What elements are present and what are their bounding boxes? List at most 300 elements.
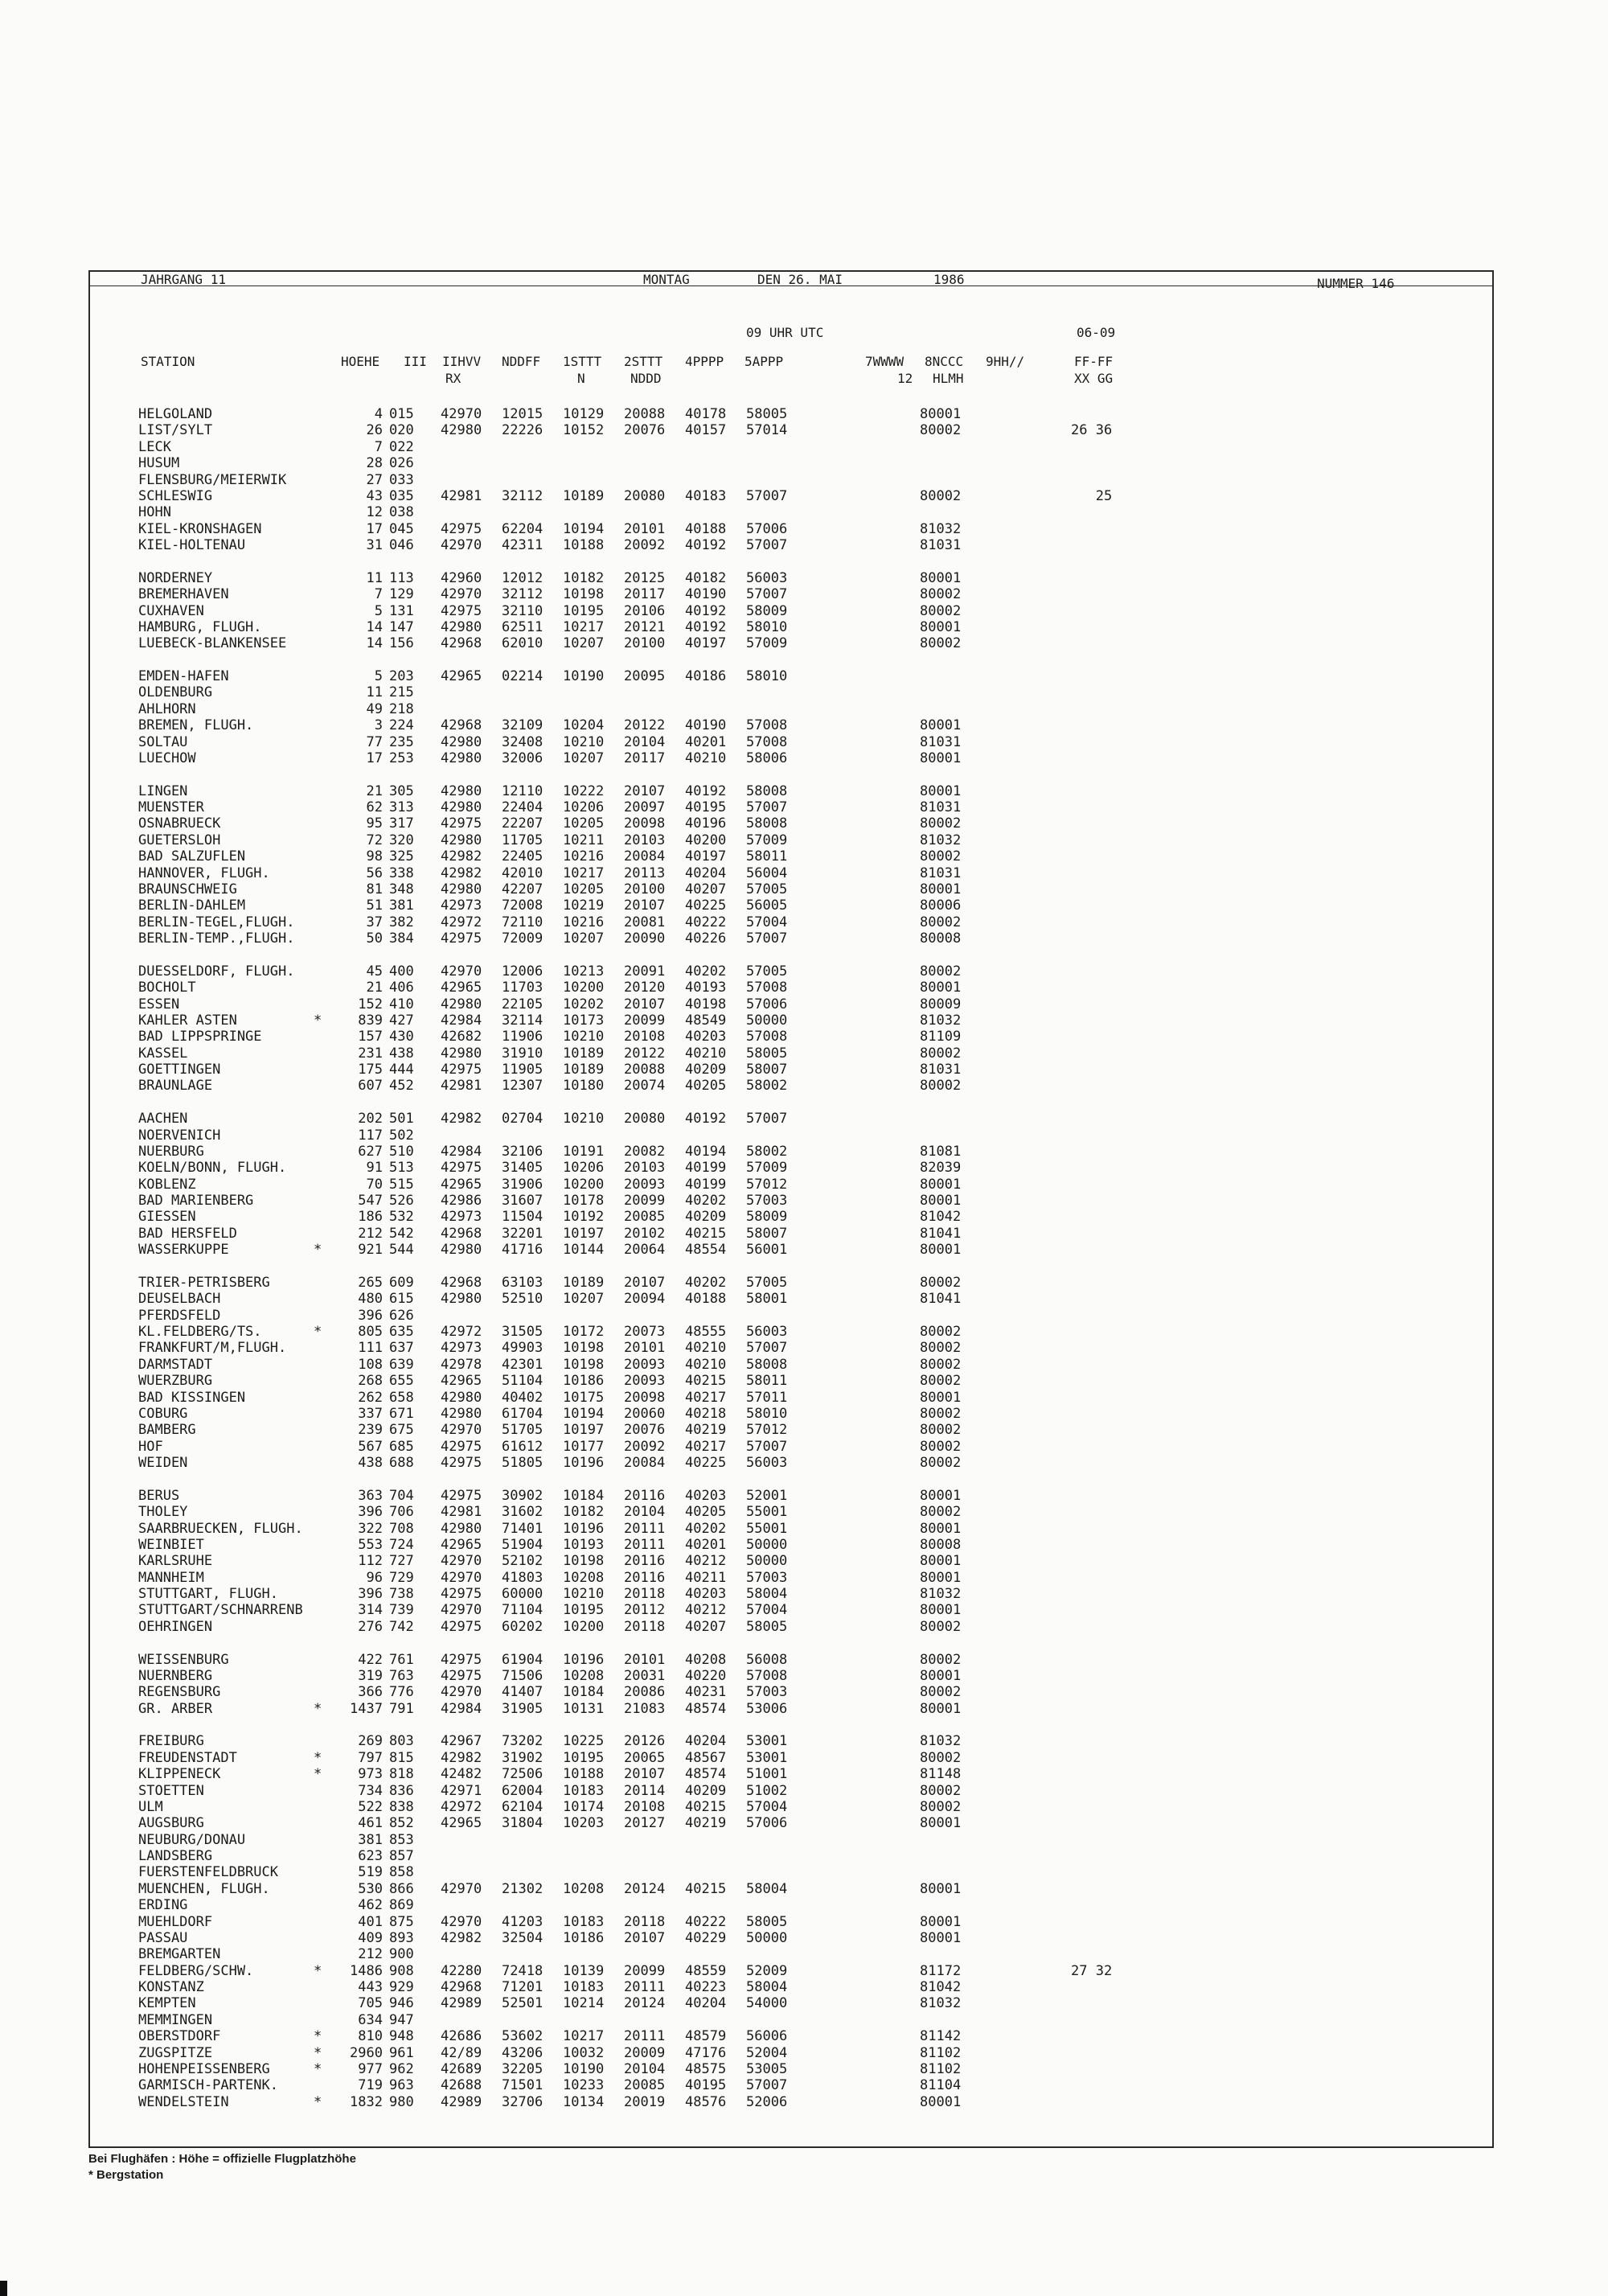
cell-ihvv: 42970 (441, 1569, 482, 1586)
cell-nddff: 51805 (502, 1455, 544, 1471)
cell-s1: 10194 (563, 520, 605, 537)
cell-iii: 962 (389, 2060, 414, 2077)
cell-s2: 20093 (624, 1176, 666, 1193)
cell-s2: 20076 (624, 422, 666, 439)
issue-number: NUMMER 146 (1317, 276, 1395, 291)
cell-hoehe: 553 (358, 1536, 383, 1553)
cell-a: 57008 (746, 980, 788, 996)
cell-s2: 20121 (624, 618, 666, 635)
table-row (138, 799, 1135, 815)
table-row (138, 832, 1135, 848)
cell-c: 80002 (920, 914, 962, 930)
cell-nddff: 62204 (502, 520, 544, 537)
cell-s1: 10186 (563, 1929, 605, 1946)
date: DEN 26. MAI (757, 272, 843, 287)
cell-nddff: 61904 (502, 1651, 544, 1668)
cell-hoehe: 202 (358, 1111, 383, 1127)
cell-nddff: 31905 (502, 1700, 544, 1717)
group-spacer (138, 553, 1135, 569)
cell-hoehe: 96 (366, 1569, 383, 1586)
cell-c: 80002 (920, 1373, 962, 1390)
cell-s2: 20118 (624, 1586, 666, 1602)
cell-iii: 313 (389, 799, 414, 815)
table-row (138, 1570, 1135, 1586)
cell-c: 80002 (920, 1324, 962, 1340)
cell-iii: 688 (389, 1455, 414, 1471)
cell-c: 81142 (920, 2028, 962, 2045)
cell-a: 58004 (746, 1586, 788, 1602)
cell-iii: 400 (389, 963, 414, 980)
cell-s1: 10214 (563, 1995, 605, 2012)
cell-s2: 20127 (624, 1815, 666, 1832)
table-row (138, 897, 1135, 914)
cell-c: 80002 (920, 1618, 962, 1635)
cell-nddff: 42207 (502, 881, 544, 897)
cell-nddff: 72418 (502, 1962, 544, 1979)
cell-ihvv: 42967 (441, 1733, 482, 1750)
cell-c: 81042 (920, 1979, 962, 1995)
cell-nddff: 32109 (502, 717, 544, 734)
cell-nddff: 41803 (502, 1569, 544, 1586)
cell-a: 57004 (746, 1798, 788, 1815)
table-row (138, 1553, 1135, 1569)
cell-name: KIEL-HOLTENAU (138, 537, 246, 553)
cell-c: 80001 (920, 1569, 962, 1586)
cell-iii: 706 (389, 1504, 414, 1521)
cell-iii: 253 (389, 750, 414, 766)
cell-s2: 20094 (624, 1291, 666, 1308)
table-row (138, 1815, 1135, 1831)
cell-nddff: 71501 (502, 2077, 544, 2094)
table-row (138, 1406, 1135, 1422)
cell-name: LECK (138, 438, 171, 455)
cell-a: 58001 (746, 1291, 788, 1308)
cell-ihvv: 42980 (441, 1045, 482, 1062)
cell-nddff: 41716 (502, 1242, 544, 1259)
cell-nddff: 22405 (502, 848, 544, 865)
cell-p: 40204 (685, 1995, 727, 2012)
cell-s1: 10217 (563, 865, 605, 881)
table-row (138, 1701, 1135, 1717)
cell-s1: 10184 (563, 1487, 605, 1504)
cell-c: 80002 (920, 1045, 962, 1062)
cell-a: 50000 (746, 1536, 788, 1553)
cell-s2: 20107 (624, 1274, 666, 1291)
group-spacer (138, 652, 1135, 668)
cell-iii: 430 (389, 1029, 414, 1045)
cell-ihvv: 42980 (441, 422, 482, 439)
cell-c: 82039 (920, 1160, 962, 1177)
cell-nddff: 12006 (502, 963, 544, 980)
cell-ihvv: 42980 (441, 832, 482, 848)
cell-name: PASSAU (138, 1929, 188, 1946)
cell-iii: 131 (389, 602, 414, 619)
cell-nddff: 62004 (502, 1782, 544, 1799)
cell-s2: 20076 (624, 1422, 666, 1439)
cell-hoehe: 72 (366, 832, 383, 848)
cell-a: 58008 (746, 1356, 788, 1373)
cell-star: * (314, 1700, 322, 1717)
cell-iii: 727 (389, 1553, 414, 1570)
table-row (138, 1045, 1135, 1062)
table-row (138, 488, 1135, 504)
cell-name: OBERSTDORF (138, 2028, 221, 2045)
cell-name: NORDERNEY (138, 569, 213, 586)
cell-s1: 10205 (563, 881, 605, 897)
cell-s2: 20084 (624, 848, 666, 865)
cell-iii: 502 (389, 1127, 414, 1144)
table-row (138, 930, 1135, 947)
cell-a: 57003 (746, 1193, 788, 1209)
cell-a: 57011 (746, 1389, 788, 1406)
cell-a: 57009 (746, 832, 788, 848)
table-row (138, 980, 1135, 996)
cell-a: 56001 (746, 1242, 788, 1259)
cell-s1: 10233 (563, 2077, 605, 2094)
cell-c: 81102 (920, 2044, 962, 2061)
cell-iii: 639 (389, 1356, 414, 1373)
footnote-mountain: * Bergstation (88, 2168, 164, 2182)
cell-a: 57008 (746, 1029, 788, 1045)
cell-name: OSNABRUECK (138, 815, 221, 832)
cell-s2: 20081 (624, 914, 666, 930)
cell-s2: 20097 (624, 799, 666, 815)
cell-iii: 406 (389, 980, 414, 996)
cell-c: 80002 (920, 1078, 962, 1095)
cell-a: 51001 (746, 1766, 788, 1783)
cell-a: 51002 (746, 1782, 788, 1799)
cell-s1: 10207 (563, 635, 605, 652)
cell-s2: 20111 (624, 1536, 666, 1553)
cell-s2: 20064 (624, 1242, 666, 1259)
cell-a: 58009 (746, 602, 788, 619)
cell-ihvv: 42970 (441, 1602, 482, 1619)
cell-a: 55001 (746, 1520, 788, 1537)
cell-s2: 20092 (624, 1438, 666, 1455)
cell-s1: 10188 (563, 1766, 605, 1783)
cell-p: 48576 (685, 2093, 727, 2110)
cell-s2: 20120 (624, 980, 666, 996)
cell-c: 80002 (920, 487, 962, 504)
cell-name: BAD KISSINGEN (138, 1389, 246, 1406)
cell-hoehe: 112 (358, 1553, 383, 1570)
cell-s1: 10134 (563, 2093, 605, 2110)
cell-s2: 20118 (624, 1618, 666, 1635)
table-row (138, 1324, 1135, 1340)
table-row (138, 537, 1135, 553)
cell-name: ERDING (138, 1897, 188, 1914)
cell-c: 81031 (920, 799, 962, 815)
cell-hoehe: 77 (366, 733, 383, 750)
cell-name: GIESSEN (138, 1209, 196, 1226)
table-row (138, 504, 1135, 520)
cell-iii: 869 (389, 1897, 414, 1914)
cell-name: MUENCHEN, FLUGH. (138, 1880, 270, 1897)
cell-p: 48575 (685, 2060, 727, 2077)
cell-ihvv: 42984 (441, 1700, 482, 1717)
cell-name: OLDENBURG (138, 684, 213, 701)
cell-ihvv: 42968 (441, 1979, 482, 1995)
cell-name: STUTTGART, FLUGH. (138, 1586, 278, 1602)
cell-p: 40207 (685, 881, 727, 897)
cell-c: 81081 (920, 1143, 962, 1160)
cell-hoehe: 3 (374, 717, 383, 734)
cell-hoehe: 443 (358, 1979, 383, 1995)
cell-a: 57008 (746, 717, 788, 734)
cell-a: 52009 (746, 1962, 788, 1979)
table-row (138, 1422, 1135, 1438)
table-row (138, 2045, 1135, 2061)
cell-hoehe: 269 (358, 1733, 383, 1750)
cell-p: 40198 (685, 996, 727, 1012)
cell-iii: 635 (389, 1324, 414, 1340)
cell-iii: 742 (389, 1618, 414, 1635)
cell-ihvv: 42975 (441, 1618, 482, 1635)
cell-nddff: 11705 (502, 832, 544, 848)
cell-s2: 20080 (624, 487, 666, 504)
cell-s2: 20082 (624, 1143, 666, 1160)
cell-name: KEMPTEN (138, 1995, 196, 2012)
cell-a: 56008 (746, 1651, 788, 1668)
cell-s1: 10193 (563, 1536, 605, 1553)
cell-s1: 10189 (563, 1274, 605, 1291)
cell-nddff: 51104 (502, 1373, 544, 1390)
cell-c: 81104 (920, 2077, 962, 2094)
cell-p: 40192 (685, 537, 727, 553)
cell-a: 57005 (746, 881, 788, 897)
cell-hoehe: 7 (374, 586, 383, 603)
cell-p: 40190 (685, 586, 727, 603)
cell-s2: 20099 (624, 1012, 666, 1029)
table-row (138, 1684, 1135, 1700)
cell-s1: 10198 (563, 586, 605, 603)
cell-name: KL.FELDBERG/TS. (138, 1324, 262, 1340)
cell-nddff: 11703 (502, 980, 544, 996)
cell-ihvv: 42975 (441, 520, 482, 537)
cell-p: 40222 (685, 914, 727, 930)
table-row (138, 455, 1135, 471)
cell-c: 80001 (920, 1193, 962, 1209)
cell-name: EMDEN-HAFEN (138, 668, 229, 684)
group-spacer (138, 1635, 1135, 1651)
cell-nddff: 73202 (502, 1733, 544, 1750)
cell-s2: 20116 (624, 1487, 666, 1504)
cell-c: 80002 (920, 848, 962, 865)
cell-s1: 10184 (563, 1684, 605, 1701)
cell-s2: 20085 (624, 1209, 666, 1226)
cell-c: 80001 (920, 1553, 962, 1570)
cell-c: 80001 (920, 717, 962, 734)
cell-name: STOETTEN (138, 1782, 204, 1799)
cell-hoehe: 2960 (350, 2044, 383, 2061)
cell-s2: 20116 (624, 1553, 666, 1570)
cell-ihvv: 42980 (441, 1405, 482, 1422)
cell-a: 57006 (746, 520, 788, 537)
cell-iii: 724 (389, 1536, 414, 1553)
table-row (138, 1242, 1135, 1258)
cell-c: 80001 (920, 1815, 962, 1832)
cell-c: 80002 (920, 602, 962, 619)
table-row (138, 1275, 1135, 1291)
cell-nddff: 32408 (502, 733, 544, 750)
cell-p: 40199 (685, 1176, 727, 1193)
cell-iii: 791 (389, 1700, 414, 1717)
cell-a: 56005 (746, 897, 788, 914)
table-row (138, 1012, 1135, 1029)
col-1sttt-sub: N (577, 371, 585, 386)
cell-name: CUXHAVEN (138, 602, 204, 619)
table-row (138, 750, 1135, 766)
cell-name: ESSEN (138, 996, 180, 1012)
cell-p: 40211 (685, 1569, 727, 1586)
cell-ihvv: 42965 (441, 1815, 482, 1832)
cell-nddff: 32205 (502, 2060, 544, 2077)
cell-name: BREMGARTEN (138, 1946, 221, 1963)
cell-p: 40201 (685, 733, 727, 750)
cell-hoehe: 81 (366, 881, 383, 897)
cell-p: 40203 (685, 1487, 727, 1504)
cell-c: 81032 (920, 832, 962, 848)
cell-s1: 10186 (563, 1373, 605, 1390)
cell-nddff: 12012 (502, 569, 544, 586)
cell-p: 40208 (685, 1651, 727, 1668)
cell-s1: 10208 (563, 1569, 605, 1586)
col-ff: FF-FF (1074, 354, 1114, 369)
table-row (138, 2061, 1135, 2077)
cell-p: 48574 (685, 1700, 727, 1717)
cell-ihvv: 42971 (441, 1782, 482, 1799)
cell-ihvv: 42972 (441, 1798, 482, 1815)
cell-c: 80002 (920, 1651, 962, 1668)
cell-ihvv: 42968 (441, 635, 482, 652)
cell-p: 40192 (685, 1111, 727, 1127)
cell-name: REGENSBURG (138, 1684, 221, 1701)
cell-p: 40210 (685, 1356, 727, 1373)
cell-ihvv: 42978 (441, 1356, 482, 1373)
cell-c: 81042 (920, 1209, 962, 1226)
cell-a: 53001 (746, 1733, 788, 1750)
cell-hoehe: 49 (366, 700, 383, 717)
cell-hoehe: 12 (366, 504, 383, 521)
cell-s1: 10200 (563, 980, 605, 996)
cell-iii: 510 (389, 1143, 414, 1160)
cell-name: NEUBURG/DONAU (138, 1831, 246, 1848)
cell-name: BERLIN-DAHLEM (138, 897, 246, 914)
cell-nddff: 60202 (502, 1618, 544, 1635)
cell-c: 81109 (920, 1029, 962, 1045)
cell-hoehe: 27 (366, 471, 383, 488)
cell-iii: 320 (389, 832, 414, 848)
cell-p: 40226 (685, 930, 727, 947)
cell-hoehe: 21 (366, 980, 383, 996)
cell-p: 48559 (685, 1962, 727, 1979)
cell-s1: 10196 (563, 1651, 605, 1668)
cell-s2: 20092 (624, 537, 666, 553)
cell-nddff: 32110 (502, 602, 544, 619)
cell-a: 57003 (746, 1684, 788, 1701)
table-row (138, 1832, 1135, 1848)
cell-iii: 963 (389, 2077, 414, 2094)
cell-a: 58002 (746, 1143, 788, 1160)
cell-iii: 929 (389, 1979, 414, 1995)
cell-s1: 10217 (563, 2028, 605, 2045)
cell-s1: 10182 (563, 1504, 605, 1521)
cell-iii: 836 (389, 1782, 414, 1799)
cell-hoehe: 623 (358, 1848, 383, 1864)
cell-s1: 10211 (563, 832, 605, 848)
cell-iii: 305 (389, 782, 414, 799)
table-row (138, 1619, 1135, 1635)
cell-c: 80002 (920, 1274, 962, 1291)
cell-nddff: 30902 (502, 1487, 544, 1504)
cell-iii: 020 (389, 422, 414, 439)
cell-s1: 10197 (563, 1225, 605, 1242)
cell-name: FELDBERG/SCHW. (138, 1962, 254, 1979)
cell-nddff: 62010 (502, 635, 544, 652)
cell-a: 57009 (746, 635, 788, 652)
cell-ihvv: 42972 (441, 1324, 482, 1340)
cell-iii: 515 (389, 1176, 414, 1193)
cell-hoehe: 627 (358, 1143, 383, 1160)
cell-s2: 20100 (624, 881, 666, 897)
cell-c: 81031 (920, 865, 962, 881)
cell-hoehe: 17 (366, 750, 383, 766)
cell-a: 58005 (746, 1045, 788, 1062)
cell-c: 80001 (920, 980, 962, 996)
cell-a: 52001 (746, 1487, 788, 1504)
cell-ihvv: 42689 (441, 2060, 482, 2077)
cell-nddff: 22404 (502, 799, 544, 815)
cell-nddff: 22105 (502, 996, 544, 1012)
cell-a: 58009 (746, 1209, 788, 1226)
cell-c: 80006 (920, 897, 962, 914)
cell-nddff: 31505 (502, 1324, 544, 1340)
cell-iii: 803 (389, 1733, 414, 1750)
cell-s2: 20112 (624, 1602, 666, 1619)
cell-nddff: 49903 (502, 1340, 544, 1357)
cell-s1: 10210 (563, 1111, 605, 1127)
cell-c: 81031 (920, 1062, 962, 1078)
cell-name: MEMMINGEN (138, 2011, 213, 2028)
cell-ihvv: 42980 (441, 733, 482, 750)
cell-hoehe: 409 (358, 1929, 383, 1946)
table-row (138, 783, 1135, 799)
cell-s2: 20108 (624, 1798, 666, 1815)
cell-hoehe: 212 (358, 1225, 383, 1242)
cell-hoehe: 11 (366, 684, 383, 701)
cell-s1: 10205 (563, 815, 605, 832)
cell-ihvv: 42973 (441, 1340, 482, 1357)
cell-a: 58004 (746, 1979, 788, 1995)
cell-iii: 852 (389, 1815, 414, 1832)
cell-star: * (314, 2060, 322, 2077)
cell-name: NUERBURG (138, 1143, 204, 1160)
cell-ihvv: 42970 (441, 1553, 482, 1570)
cell-ihvv: 42965 (441, 1373, 482, 1390)
cell-p: 40195 (685, 799, 727, 815)
table-row (138, 1357, 1135, 1373)
cell-p: 40201 (685, 1536, 727, 1553)
cell-ihvv: 42280 (441, 1962, 482, 1979)
cell-s2: 20107 (624, 996, 666, 1012)
cell-c: 80001 (920, 1667, 962, 1684)
cell-p: 40204 (685, 865, 727, 881)
cell-c: 81032 (920, 520, 962, 537)
cell-iii: 761 (389, 1651, 414, 1668)
table-row (138, 1668, 1135, 1684)
cell-nddff: 52102 (502, 1553, 544, 1570)
cell-iii: 866 (389, 1880, 414, 1897)
